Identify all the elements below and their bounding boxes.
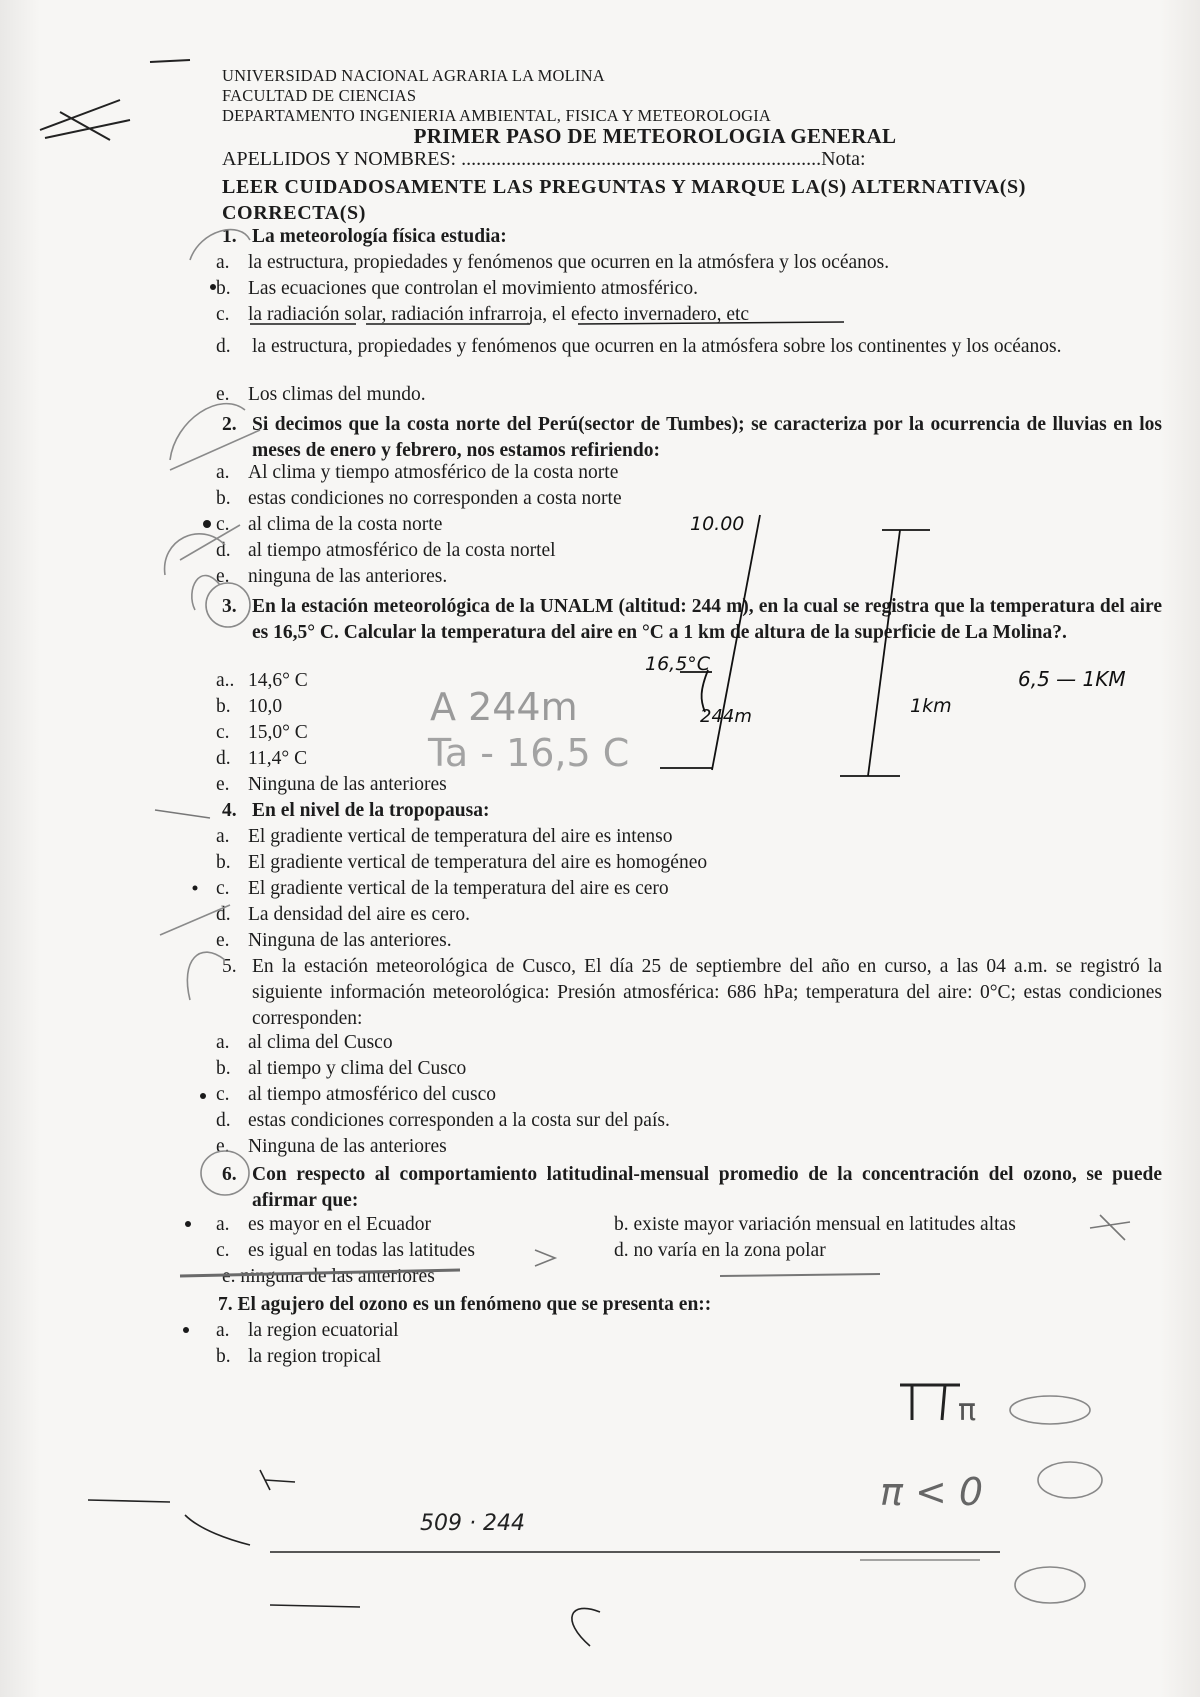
option-b[interactable]: b. al tiempo y clima del Cusco	[216, 1058, 467, 1079]
option-c[interactable]: c. al clima de la costa norte	[216, 514, 443, 535]
option-c[interactable]: c. la radiación solar, radiación infrarroja, el efecto invernadero, etc	[216, 304, 750, 325]
student-name-field[interactable]: APELLIDOS Y NOMBRES: ........................................................................Nota:	[222, 148, 866, 170]
hand-top-mark: 10.00	[690, 513, 745, 535]
question-stem: 4. En el nivel de la tropopausa:	[222, 800, 490, 821]
option-d[interactable]: d. estas condiciones corresponden a la costa sur del país.	[216, 1110, 670, 1131]
faculty-name: FACULTAD DE CIENCIAS	[222, 86, 417, 105]
option-e[interactable]: e. Ninguna de las anteriores.	[216, 930, 452, 951]
calc-fraction: 509 · 244	[420, 1511, 525, 1536]
hand-temp-label: 16,5°C	[645, 653, 711, 675]
option-b[interactable]: b. existe mayor variación mensual en latitudes altas	[614, 1214, 1016, 1235]
option-a[interactable]: a. El gradiente vertical de temperatura del aire es intenso	[216, 826, 673, 847]
institution-header	[222, 66, 771, 126]
question-stem: 7. El agujero del ozono es un fenómeno que se presenta en::	[218, 1294, 712, 1315]
question-stem: 6. Con respecto al comportamiento latitudinal-mensual promedio de la concentración del ozono, se puede afirmar que:	[222, 1164, 1162, 1211]
option-e[interactable]: e. Los climas del mundo.	[216, 384, 426, 405]
question-stem: 2. Si decimos que la costa norte del Perú(sector de Tumbes); se caracteriza por la ocurrencia de lluvias en los meses de enero y febrero, nos estamos refiriendo:	[222, 414, 1162, 461]
option-a[interactable]: a. la estructura, propiedades y fenómenos que ocurren en la atmósfera y los océanos.	[216, 252, 890, 273]
option-e[interactable]: e. Ninguna de las anteriores	[216, 1136, 447, 1157]
hand-lapse-rate: 6,5 — 1KM	[1018, 667, 1126, 691]
option-d[interactable]: d. al tiempo atmosférico de la costa nortel	[216, 540, 556, 561]
hand-1km-label: 1km	[910, 695, 952, 717]
option-d[interactable]: d. la estructura, propiedades y fenómenos que ocurren en la atmósfera sobre los continentes y los océanos.	[216, 336, 1062, 357]
option-c[interactable]: c. 15,0° C	[216, 722, 308, 743]
option-c[interactable]: c. al tiempo atmosférico del cusco	[216, 1084, 496, 1105]
option-c[interactable]: c. es igual en todas las latitudes	[216, 1240, 475, 1261]
option-b[interactable]: b. Las ecuaciones que controlan el movimiento atmosférico.	[216, 278, 698, 299]
question-stem: 1. La meteorología física estudia:	[222, 226, 507, 247]
instructions: LEER CUIDADOSAMENTE LAS PREGUNTAS Y MARQUE LA(S) ALTERNATIVA(S) CORRECTA(S)	[222, 176, 1027, 224]
option-a[interactable]: a. al clima del Cusco	[216, 1032, 393, 1053]
pencil-working-b: Ta - 16,5 C	[428, 731, 630, 775]
question-stem: 5. En la estación meteorológica de Cusco, El día 25 de septiembre del año en curso, a las 04 a.m. se registró la siguiente información meteorológica: Presión atmosférica: 686 hPa; temperatura del aire: 0°C; estas condiciones corresponden:	[222, 956, 1162, 1029]
option-e[interactable]: e. ninguna de las anteriores	[222, 1266, 435, 1287]
pi-inequality: π < 0	[880, 1470, 984, 1514]
option-e[interactable]: e. Ninguna de las anteriores	[216, 774, 447, 795]
question-stem: 3. En la estación meteorológica de la UNALM (altitud: 244 m), en la cual se registra que la temperatura del aire es 16,5° C. Calcular la temperatura del aire en °C a 1 km de altura de la superficie de La Molina?.	[222, 596, 1162, 643]
university-name: UNIVERSIDAD NACIONAL AGRARIA LA MOLINA	[222, 66, 605, 85]
option-b[interactable]: b. El gradiente vertical de temperatura del aire es homogéneo	[216, 852, 708, 873]
option-d[interactable]: d. La densidad del aire es cero.	[216, 904, 470, 925]
option-b[interactable]: b. 10,0	[216, 696, 283, 717]
option-c[interactable]: c. El gradiente vertical de la temperatura del aire es cero	[216, 878, 669, 899]
option-a[interactable]: a. la region ecuatorial	[216, 1320, 399, 1341]
pencil-working-a: A 244m	[430, 685, 578, 729]
option-a[interactable]: a. Al clima y tiempo atmosférico de la costa norte	[216, 462, 619, 483]
pi-mark: π	[958, 1393, 977, 1428]
option-a[interactable]: a.. 14,6° C	[216, 670, 308, 691]
option-b[interactable]: b. estas condiciones no corresponden a costa norte	[216, 488, 622, 509]
exam-title: PRIMER PASO DE METEOROLOGIA GENERAL	[413, 124, 897, 148]
option-d[interactable]: d. no varía en la zona polar	[614, 1240, 826, 1261]
option-b[interactable]: b. la region tropical	[216, 1346, 382, 1367]
option-d[interactable]: d. 11,4° C	[216, 748, 308, 769]
department-name: DEPARTAMENTO INGENIERIA AMBIENTAL, FISICA Y METEOROLOGIA	[222, 106, 772, 125]
hand-altitude-label: 244m	[700, 706, 752, 727]
option-a[interactable]: a. es mayor en el Ecuador	[216, 1214, 432, 1235]
option-e[interactable]: e. ninguna de las anteriores.	[216, 566, 448, 587]
